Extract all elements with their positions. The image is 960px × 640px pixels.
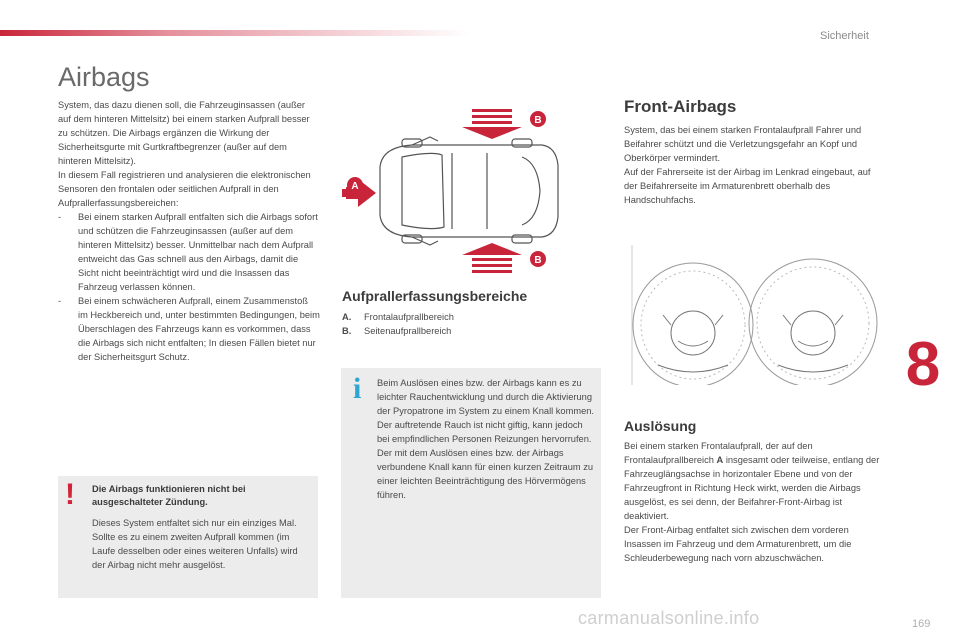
zone-letter: B. [342, 326, 352, 336]
side-impact-arrow-bottom-icon [462, 243, 522, 273]
intro-bullet-text: Bei einem schwächeren Aufprall, einem Zusammenstoß im Heckbereich und, unter bestimmten Bedingungen, beim Überschlagen des Fahrzeugs kann es vorkommen, dass die Airbags sich nicht entfalten; In diesen Fällen bietet nur der Sicherheitsgurt Schutz. [78, 296, 320, 362]
front-paragraph-1: System, das bei einem starken Frontalaufprall Fahrer und Beifahrer schützt und die Verletzungsgefahr an Kopf und Oberkörper vermindert. [624, 125, 862, 163]
header-accent-bar [0, 30, 470, 36]
info-line: Der mit dem Auslösen eines bzw. der Airbags verbundene Knall kann für einen kurzen Zeitraum zu einer leichten Beeinträchtigung des Hörvermögens führen. [377, 448, 594, 500]
bullet-marker: - [58, 212, 62, 222]
ausloesung-heading: Auslösung [624, 418, 697, 434]
chapter-number: 8 [905, 330, 941, 399]
info-line: Beim Auslösen eines bzw. der Airbags kann es zu leichter Rauchentwicklung und durch die Aktivierung der Pyropatrone im System zu einem Knall kommen. [377, 378, 595, 416]
driver-airbag-head-icon [632, 245, 753, 385]
section-label: Sicherheit [820, 30, 869, 42]
watermark: carmanualsonline.info [578, 608, 760, 628]
bullet-marker: - [58, 296, 62, 306]
side-impact-arrow-top-icon [462, 109, 522, 139]
zone-item [342, 310, 454, 324]
front-airbags-text [624, 123, 886, 207]
info-icon: i [353, 372, 362, 405]
ausloesung-paragraph-1 [624, 439, 886, 523]
warning-heading: Die Airbags funktionieren nicht bei ausgeschalteter Zündung. [92, 484, 246, 507]
intro-paragraph-1: System, das dazu dienen soll, die Fahrzeuginsassen (außer auf dem hinteren Mittelsitz) bei einem starken Aufprall besser zu schützen. Die Airbags ergänzen die Wirkung der Sicherheitsgurte mit Gurtkraftbegrenzer (außer auf dem hinteren Mittelsitz). [58, 100, 310, 166]
info-text [377, 376, 597, 502]
zone-text: Seitenaufprallbereich [364, 326, 452, 336]
warning-box [58, 476, 318, 598]
warning-text: Dieses System entfaltet sich nur ein einziges Mal. Sollte es zu einem zweiten Aufprall kommen (im Laufe desselben oder eines weiteren Unfalls) wird der Airbag nicht mehr ausgelöst. [92, 518, 298, 570]
page-number: 169 [912, 618, 931, 630]
label-b-bottom: B [534, 255, 542, 266]
label-b-top-badge [530, 111, 546, 127]
intro-paragraph-2: In diesem Fall registrieren und analysieren die elektronischen Sensoren den frontalen oder seitlichen Aufprall in den Aufprallerfassungsbereichen: [58, 170, 311, 208]
front-paragraph-2: Auf der Fahrerseite ist der Airbag im Lenkrad eingebaut, auf der Beifahrerseite im Armaturenbrett oberhalb des Handschuhfachs. [624, 167, 871, 205]
label-a: A [351, 181, 359, 192]
zone-text: Frontalaufprallbereich [364, 312, 454, 322]
zone-letter: A. [342, 312, 352, 322]
label-b-top: B [534, 115, 542, 126]
label-a-badge [347, 177, 363, 193]
page-title: Airbags [58, 62, 150, 92]
intro-bullet [58, 294, 320, 364]
passenger-airbag-head-icon [749, 259, 877, 385]
ausloesung-paragraph-2: Der Front-Airbag entfaltet sich zwischen dem vorderen Insassen im Fahrzeug und dem Armaturenbrett, um die Schleuderbewegung nach vorn abzuschwächen. [624, 525, 852, 563]
front-airbags-heading: Front-Airbags [624, 97, 737, 116]
zones-heading: Aufprallerfassungsbereiche [342, 288, 528, 304]
zones-list [342, 310, 454, 338]
intro-bullet [58, 210, 320, 294]
info-box [341, 368, 601, 598]
warning-exclamation-icon: ! [65, 478, 75, 511]
ausloesung-text-part: insgesamt oder teilweise, entlang der Fahrzeuglängsachse in horizontaler Ebene und von der Fahrzeugfront in Richtung Heck wirkt, werden die Airbags ausgelöst, es sei denn, der Beifahrer-Front-Airbag ist deaktiviert. [624, 455, 880, 521]
intro-bullet-text: Bei einem starken Aufprall entfalten sich die Airbags sofort und schützen die Fahrzeuginsassen (außer auf dem hinteren Mittelsitz) besser. Unmittelbar nach dem Aufprall entweicht das Gas schnell aus den Airbags, damit die Sicht nicht beeinträchtigt wird und die Insassen das Fahrzeug verlassen können. [78, 212, 318, 292]
zone-item [342, 324, 454, 338]
info-line: Der auftretende Rauch ist nicht giftig, kann jedoch bei empfindlichen Personen Reizungen hervorrufen. [377, 420, 592, 444]
ausloesung-text [624, 439, 886, 565]
intro-text [58, 98, 320, 364]
label-b-bottom-badge [530, 251, 546, 267]
zone-a-reference: A [716, 455, 724, 465]
car-top-view-icon [380, 137, 558, 245]
front-airbag-illustration [618, 245, 886, 385]
ausloesung-text-part: Bei einem starken Frontalaufprall, der auf den Frontalaufprallbereich [624, 441, 813, 465]
impact-zones-diagram [342, 105, 570, 275]
